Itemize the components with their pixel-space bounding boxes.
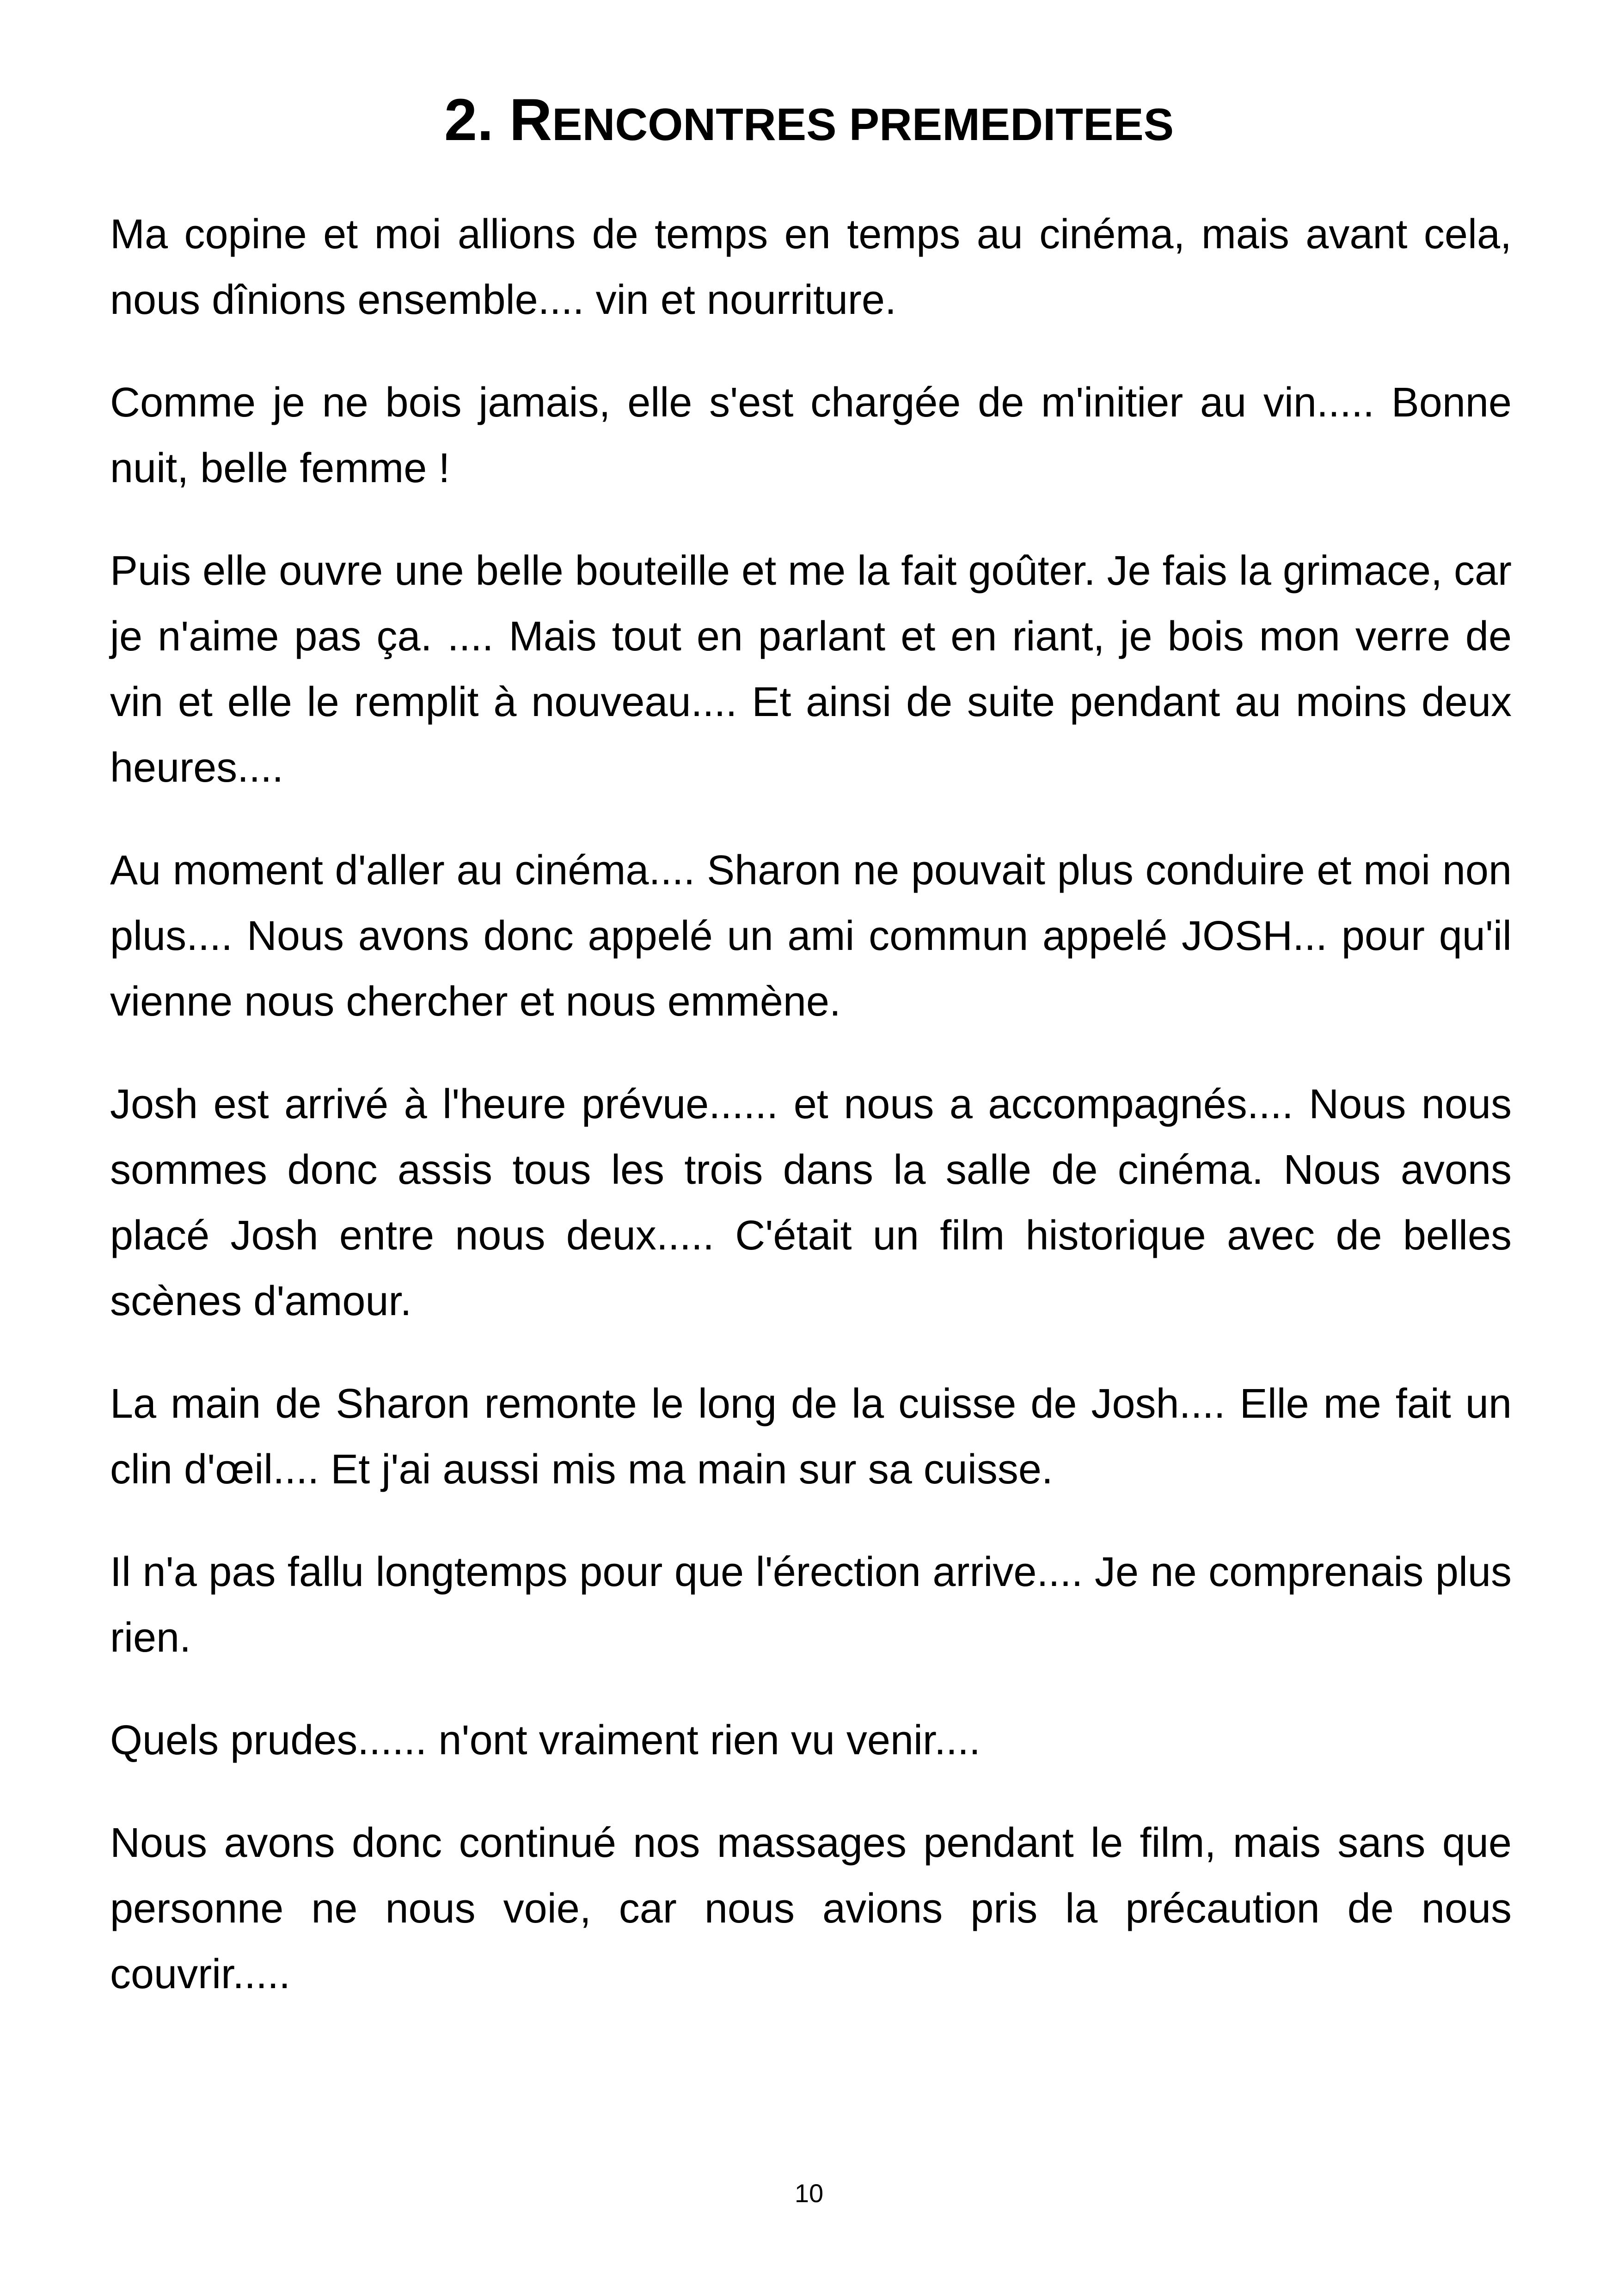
- paragraph-6: La main de Sharon remonte le long de la cuisse de Josh.... Elle me fait un clin d'œil.... Et j'ai aussi mis ma main sur sa cuisse.: [110, 1381, 1512, 1493]
- paragraph-1: Ma copine et moi allions de temps en temps au cinéma, mais avant cela, nous dînions ensemble.... vin et nourriture.: [110, 211, 1512, 323]
- paragraph-7: Il n'a pas fallu longtemps pour que l'érection arrive.... Je ne comprenais plus rien.: [110, 1549, 1512, 1661]
- paragraph-8: Quels prudes...... n'ont vraiment rien vu venir....: [110, 1717, 981, 1763]
- paragraph-3: Puis elle ouvre une belle bouteille et me la fait goûter. Je fais la grimace, car je n'aime pas ça. .... Mais tout en parlant et en riant, je bois mon verre de vin et elle le remplit à nouveau.... Et ainsi de suite pendant au moins deux heures....: [110, 548, 1512, 791]
- chapter-title-initial: R: [509, 87, 552, 153]
- paragraph-4: Au moment d'aller au cinéma.... Sharon ne pouvait plus conduire et moi non plus.... Nous avons donc appelé un ami commun appelé JOSH... pour qu'il vienne nous chercher et nous emmène.: [110, 847, 1512, 1025]
- paragraph-5: Josh est arrivé à l'heure prévue...... et nous a accompagnés.... Nous nous sommes donc assis tous les trois dans la salle de cinéma. Nous avons placé Josh entre nous deux..... C'était un film historique avec de belles scènes d'amour.: [110, 1081, 1512, 1324]
- page-number: 10: [794, 2179, 824, 2208]
- chapter-title: [0, 86, 1618, 159]
- paragraph-9: Nous avons donc continué nos massages pendant le film, mais sans que personne ne nous voie, car nous avions pris la précaution de nous couvrir.....: [110, 1820, 1512, 1997]
- chapter-title-rest: ENCONTRES PREMEDITEES: [552, 99, 1174, 150]
- body-text: [110, 202, 1512, 2044]
- chapter-number: 2.: [444, 87, 494, 153]
- paragraph-2: Comme je ne bois jamais, elle s'est chargée de m'initier au vin..... Bonne nuit, belle femme !: [110, 380, 1512, 491]
